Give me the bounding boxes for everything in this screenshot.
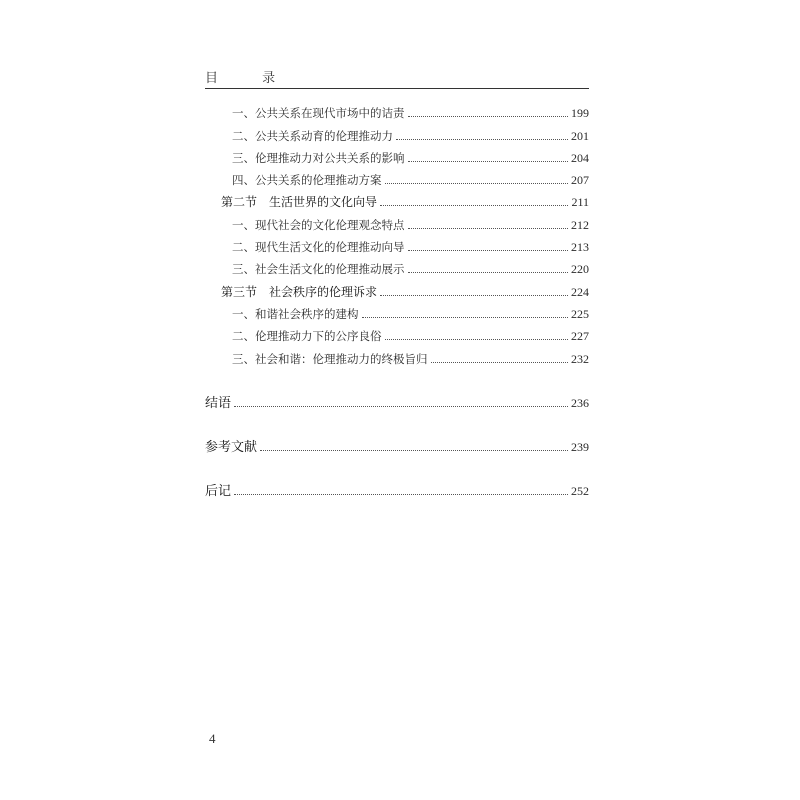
toc-afterword[interactable]: [205, 477, 589, 499]
toc-chapter-label: 结语: [205, 395, 232, 411]
dot-leader: [234, 406, 568, 407]
spacer: [205, 367, 589, 389]
toc-chapter-label: 参考文献: [205, 440, 258, 456]
toc-entry-page: 227: [571, 329, 589, 344]
dot-leader: [408, 161, 569, 162]
spacer: [205, 411, 589, 433]
dot-leader: [408, 228, 569, 229]
toc-entry-page: 213: [571, 240, 589, 255]
dot-leader: [385, 183, 569, 184]
toc-entry-page: 204: [571, 150, 589, 165]
toc-entry-label: 三、伦理推动力对公共关系的影响: [232, 150, 405, 165]
toc-entry[interactable]: [205, 144, 589, 166]
toc-entry[interactable]: [205, 99, 589, 121]
toc-entry-page: 225: [571, 306, 589, 321]
toc-entry-page: 212: [571, 217, 589, 232]
dot-leader: [380, 295, 568, 296]
toc-entry-label: 二、现代生活文化的伦理推动向导: [232, 240, 405, 255]
toc-entry[interactable]: [205, 233, 589, 255]
header-title: 目 录: [205, 71, 296, 86]
toc-entry-label: 二、伦理推动力下的公序良俗: [232, 329, 382, 344]
toc-section-page: 224: [571, 284, 589, 299]
toc-entry-label: 四、公共关系的伦理推动方案: [232, 173, 382, 188]
toc-section-page: 211: [571, 195, 589, 210]
toc-entry-page: 201: [571, 128, 589, 143]
toc-chapter-page: 252: [571, 484, 589, 499]
dot-leader: [380, 205, 568, 206]
toc-section-2[interactable]: [205, 188, 589, 210]
dot-leader: [408, 116, 569, 117]
toc-entry-label: 二、公共关系动育的伦理推动力: [232, 128, 393, 143]
page-header: [205, 66, 589, 89]
toc-entry-page: 220: [571, 262, 589, 277]
toc-entry-page: 232: [571, 351, 589, 366]
toc-section-label: 第二节 生活世界的文化向导: [221, 195, 378, 210]
toc-entry[interactable]: [205, 121, 589, 143]
page-number: 4: [209, 731, 216, 746]
dot-leader: [385, 339, 569, 340]
toc-entry[interactable]: [205, 210, 589, 232]
toc-references[interactable]: [205, 433, 589, 455]
toc-section-label: 第三节 社会秩序的伦理诉求: [221, 284, 378, 299]
toc-entry[interactable]: [205, 322, 589, 344]
toc-entry-page: 207: [571, 173, 589, 188]
table-of-contents: [205, 99, 589, 499]
toc-section-3[interactable]: [205, 277, 589, 299]
toc-entry[interactable]: [205, 255, 589, 277]
toc-entry-label: 一、公共关系在现代市场中的诘责: [232, 106, 405, 121]
dot-leader: [396, 139, 568, 140]
dot-leader: [431, 362, 569, 363]
dot-leader: [362, 317, 569, 318]
toc-entry-page: 199: [571, 106, 589, 121]
dot-leader: [260, 450, 568, 451]
toc-conclusion[interactable]: [205, 389, 589, 411]
toc-entry-label: 一、和谐社会秩序的建构: [232, 306, 359, 321]
toc-entry-label: 三、社会生活文化的伦理推动展示: [232, 262, 405, 277]
toc-entry[interactable]: [205, 344, 589, 366]
toc-entry[interactable]: [205, 300, 589, 322]
toc-entry-label: 一、现代社会的文化伦理观念特点: [232, 217, 405, 232]
toc-chapter-page: 236: [571, 395, 589, 410]
toc-chapter-page: 239: [571, 440, 589, 455]
toc-chapter-label: 后记: [205, 484, 232, 500]
dot-leader: [408, 272, 569, 273]
dot-leader: [408, 250, 569, 251]
toc-entry[interactable]: [205, 166, 589, 188]
toc-entry-label: 三、社会和谐：伦理推动力的终极旨归: [232, 351, 428, 366]
spacer: [205, 455, 589, 477]
dot-leader: [234, 494, 568, 495]
